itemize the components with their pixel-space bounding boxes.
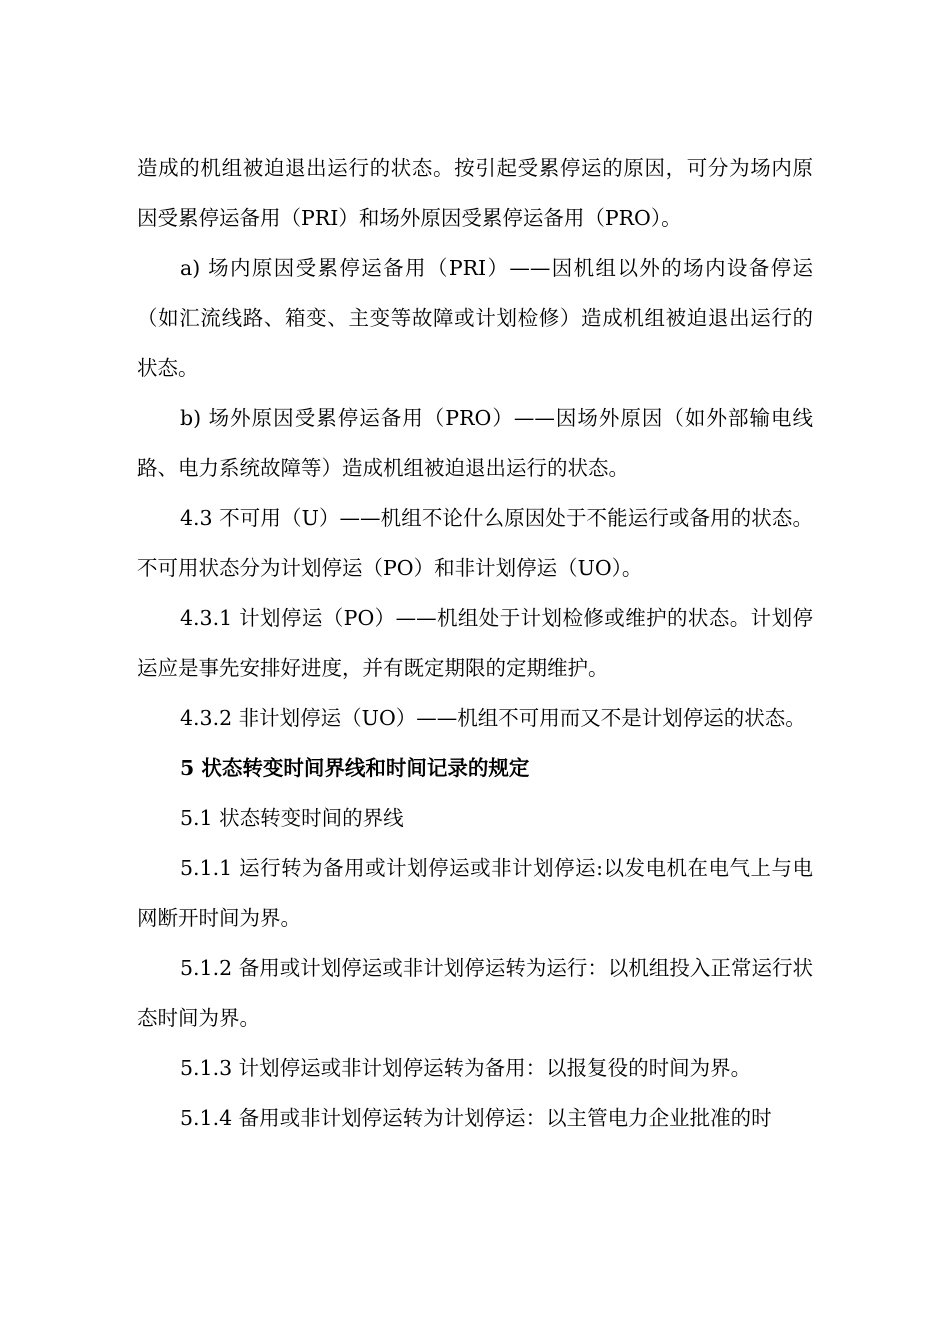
paragraph-5-1-3: 5.1.3 计划停运或非计划停运转为备用：以报复役的时间为界。 — [180, 1056, 752, 1080]
section-heading-5: 5 状态转变时间界线和时间记录的规定 — [180, 756, 530, 780]
paragraph-pro: b) 场外原因受累停运备用（PRO）——因场外原因（如外部输电线路、电力系统故障等）造成机组被迫退出运行的状态。 — [137, 406, 813, 480]
paragraph-5-1: 5.1 状态转变时间的界线 — [180, 806, 404, 830]
paragraph-5-1-1: 5.1.1 运行转为备用或计划停运或非计划停运:以发电机在电气上与电网断开时间为界。 — [137, 856, 813, 930]
paragraph-4-3-2: 4.3.2 非计划停运（UO）——机组不可用而又不是计划停运的状态。 — [180, 706, 806, 730]
paragraph-4-3: 4.3 不可用（U）——机组不论什么原因处于不能运行或备用的状态。不可用状态分为计划停运（PO）和非计划停运（UO）。 — [137, 506, 813, 580]
paragraph-5-1-4: 5.1.4 备用或非计划停运转为计划停运：以主管电力企业批准的时 — [180, 1106, 772, 1130]
paragraph-continuation: 造成的机组被迫退出运行的状态。按引起受累停运的原因，可分为场内原因受累停运备用（PRI）和场外原因受累停运备用（PRO）。 — [137, 156, 813, 230]
paragraph-4-3-1: 4.3.1 计划停运（PO）——机组处于计划检修或维护的状态。计划停运应是事先安排好进度，并有既定期限的定期维护。 — [137, 606, 813, 680]
paragraph-pri: a) 场内原因受累停运备用（PRI）——因机组以外的场内设备停运（如汇流线路、箱变、主变等故障或计划检修）造成机组被迫退出运行的状态。 — [137, 256, 813, 380]
document-page — [137, 143, 813, 1143]
paragraph-5-1-2: 5.1.2 备用或计划停运或非计划停运转为运行：以机组投入正常运行状态时间为界。 — [137, 956, 813, 1030]
